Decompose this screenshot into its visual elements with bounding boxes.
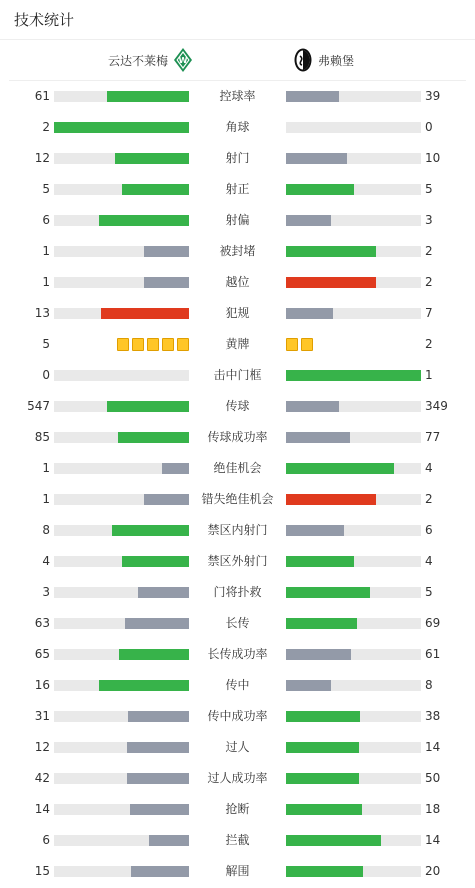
stat-row bbox=[0, 422, 475, 453]
home-bar bbox=[99, 215, 189, 226]
home-bar-track bbox=[54, 308, 189, 319]
away-bar bbox=[286, 649, 351, 660]
stat-row bbox=[0, 81, 475, 112]
stat-row bbox=[0, 639, 475, 670]
home-bar bbox=[125, 618, 189, 629]
away-bar bbox=[286, 463, 394, 474]
stat-row bbox=[0, 267, 475, 298]
home-yellow-cards bbox=[117, 338, 189, 351]
stat-row bbox=[0, 112, 475, 143]
away-bar bbox=[286, 308, 333, 319]
away-bar bbox=[286, 742, 359, 753]
stat-row bbox=[0, 236, 475, 267]
away-bar-track bbox=[286, 432, 421, 443]
home-value: 2 bbox=[42, 120, 50, 134]
away-bar bbox=[286, 680, 331, 691]
away-bar-track bbox=[286, 215, 421, 226]
away-bar-track bbox=[286, 525, 421, 536]
stat-row bbox=[0, 856, 475, 887]
stat-label: 犯规 bbox=[225, 306, 250, 320]
home-bar-track bbox=[54, 649, 189, 660]
home-bar-track bbox=[54, 277, 189, 288]
stat-label: 解围 bbox=[225, 864, 250, 878]
home-bar bbox=[118, 432, 189, 443]
away-bar-track bbox=[286, 773, 421, 784]
home-value: 42 bbox=[34, 771, 50, 785]
stat-row bbox=[0, 515, 475, 546]
away-bar bbox=[286, 556, 354, 567]
away-bar bbox=[286, 91, 339, 102]
away-bar-track bbox=[286, 587, 421, 598]
away-bar bbox=[286, 432, 350, 443]
away-value: 39 bbox=[425, 89, 441, 103]
home-bar-track bbox=[54, 153, 189, 164]
yellow-card-icon bbox=[162, 338, 174, 351]
werder-bremen-logo-icon bbox=[174, 48, 192, 72]
home-bar-track bbox=[54, 618, 189, 629]
home-bar-track bbox=[54, 246, 189, 257]
home-bar bbox=[115, 153, 189, 164]
stat-row bbox=[0, 825, 475, 856]
home-value: 1 bbox=[42, 461, 50, 475]
home-bar bbox=[101, 308, 189, 319]
away-bar-track bbox=[286, 649, 421, 660]
stat-row bbox=[0, 763, 475, 794]
away-bar-track bbox=[286, 711, 421, 722]
home-value: 4 bbox=[42, 554, 50, 568]
away-bar-track bbox=[286, 494, 421, 505]
stat-label: 绝佳机会 bbox=[213, 461, 262, 475]
away-bar-track bbox=[286, 122, 421, 133]
away-bar bbox=[286, 277, 376, 288]
home-value: 3 bbox=[42, 585, 50, 599]
yellow-card-icon bbox=[177, 338, 189, 351]
away-bar-track bbox=[286, 618, 421, 629]
away-bar-track bbox=[286, 277, 421, 288]
home-bar-track bbox=[54, 525, 189, 536]
home-value: 6 bbox=[42, 213, 50, 227]
yellow-card-icon bbox=[132, 338, 144, 351]
stat-row bbox=[0, 732, 475, 763]
away-bar bbox=[286, 153, 347, 164]
home-bar-track bbox=[54, 432, 189, 443]
home-bar bbox=[144, 246, 189, 257]
yellow-card-icon bbox=[117, 338, 129, 351]
home-bar-track bbox=[54, 215, 189, 226]
sc-freiburg-logo-icon bbox=[294, 48, 312, 72]
away-bar-track bbox=[286, 370, 421, 381]
away-bar-track bbox=[286, 804, 421, 815]
away-value: 77 bbox=[425, 430, 441, 444]
away-bar-track bbox=[286, 91, 421, 102]
away-bar-track bbox=[286, 463, 421, 474]
stat-label: 越位 bbox=[225, 275, 250, 289]
home-value: 5 bbox=[42, 182, 50, 196]
home-value: 61 bbox=[34, 89, 50, 103]
home-bar bbox=[112, 525, 189, 536]
away-value: 14 bbox=[425, 833, 441, 847]
away-value: 61 bbox=[425, 647, 441, 661]
away-value: 2 bbox=[425, 492, 433, 506]
away-value: 6 bbox=[425, 523, 433, 537]
away-value: 18 bbox=[425, 802, 441, 816]
home-value: 12 bbox=[34, 151, 50, 165]
away-value: 349 bbox=[425, 399, 448, 413]
away-bar bbox=[286, 711, 360, 722]
away-value: 50 bbox=[425, 771, 441, 785]
home-bar bbox=[131, 866, 189, 877]
home-value: 14 bbox=[34, 802, 50, 816]
away-value: 5 bbox=[425, 182, 433, 196]
stat-label: 射正 bbox=[225, 182, 250, 196]
away-value: 2 bbox=[425, 275, 433, 289]
away-value: 4 bbox=[425, 554, 433, 568]
stat-row bbox=[0, 391, 475, 422]
home-bar bbox=[162, 463, 189, 474]
home-value: 85 bbox=[34, 430, 50, 444]
away-value: 0 bbox=[425, 120, 433, 134]
stat-row bbox=[0, 794, 475, 825]
stat-row bbox=[0, 546, 475, 577]
stat-label: 过人 bbox=[225, 740, 250, 754]
stat-label: 拦截 bbox=[225, 833, 250, 847]
page-title: 技术统计 bbox=[14, 11, 75, 29]
away-bar bbox=[286, 401, 339, 412]
home-bar bbox=[127, 742, 189, 753]
home-value: 16 bbox=[34, 678, 50, 692]
stat-row bbox=[0, 484, 475, 515]
away-bar bbox=[286, 618, 357, 629]
stat-row bbox=[0, 701, 475, 732]
home-bar bbox=[144, 494, 189, 505]
yellow-card-icon bbox=[286, 338, 298, 351]
home-bar bbox=[54, 122, 189, 133]
away-value: 2 bbox=[425, 244, 433, 258]
home-bar-track bbox=[54, 866, 189, 877]
home-bar-track bbox=[54, 556, 189, 567]
home-value: 65 bbox=[34, 647, 50, 661]
away-bar bbox=[286, 804, 362, 815]
home-bar-track bbox=[54, 494, 189, 505]
home-bar-track bbox=[54, 370, 189, 381]
home-value: 547 bbox=[27, 399, 50, 413]
home-bar bbox=[122, 184, 190, 195]
home-bar bbox=[130, 804, 189, 815]
home-value: 5 bbox=[42, 337, 50, 351]
away-bar bbox=[286, 215, 331, 226]
stat-label: 长传成功率 bbox=[207, 647, 268, 661]
stat-row bbox=[0, 608, 475, 639]
home-bar bbox=[149, 835, 190, 846]
yellow-card-icon bbox=[147, 338, 159, 351]
stat-label: 过人成功率 bbox=[207, 771, 268, 785]
away-bar-track bbox=[286, 556, 421, 567]
home-team-name: 云达不莱梅 bbox=[108, 53, 169, 68]
stat-label: 传中 bbox=[225, 678, 250, 692]
home-bar bbox=[107, 401, 189, 412]
away-value: 3 bbox=[425, 213, 433, 227]
home-bar-track bbox=[54, 184, 189, 195]
stat-label: 击中门框 bbox=[213, 368, 262, 382]
away-bar-track bbox=[286, 246, 421, 257]
away-bar-track bbox=[286, 308, 421, 319]
away-bar-track bbox=[286, 401, 421, 412]
teams-header bbox=[9, 40, 466, 81]
home-bar bbox=[144, 277, 189, 288]
home-bar-track bbox=[54, 463, 189, 474]
away-bar-track bbox=[286, 742, 421, 753]
home-value: 6 bbox=[42, 833, 50, 847]
away-value: 69 bbox=[425, 616, 441, 630]
stat-row bbox=[0, 670, 475, 701]
home-bar-track bbox=[54, 835, 189, 846]
away-yellow-cards bbox=[286, 338, 313, 351]
home-bar bbox=[99, 680, 189, 691]
stat-row bbox=[0, 298, 475, 329]
away-value: 14 bbox=[425, 740, 441, 754]
home-value: 1 bbox=[42, 244, 50, 258]
home-bar bbox=[138, 587, 189, 598]
away-bar bbox=[286, 835, 381, 846]
home-bar bbox=[119, 649, 189, 660]
stat-label: 传球成功率 bbox=[207, 430, 268, 444]
page-header bbox=[0, 0, 475, 40]
stat-row bbox=[0, 453, 475, 484]
stat-row bbox=[0, 174, 475, 205]
home-bar-track bbox=[54, 742, 189, 753]
home-value: 0 bbox=[42, 368, 50, 382]
home-bar bbox=[107, 91, 189, 102]
away-bar-track bbox=[286, 835, 421, 846]
stat-label: 射门 bbox=[225, 151, 250, 165]
away-bar bbox=[286, 370, 421, 381]
away-bar-track bbox=[286, 680, 421, 691]
stat-label: 禁区内射门 bbox=[207, 523, 268, 537]
stat-label: 禁区外射门 bbox=[207, 554, 268, 568]
home-bar-track bbox=[54, 773, 189, 784]
svg-text:W: W bbox=[178, 56, 188, 65]
home-bar bbox=[122, 556, 190, 567]
away-bar bbox=[286, 184, 354, 195]
home-bar-track bbox=[54, 122, 189, 133]
stat-label: 传中成功率 bbox=[207, 709, 268, 723]
stat-label: 控球率 bbox=[219, 89, 256, 103]
home-value: 15 bbox=[34, 864, 50, 878]
away-bar-track bbox=[286, 153, 421, 164]
stat-row bbox=[0, 329, 475, 360]
stat-label: 长传 bbox=[225, 616, 250, 630]
stat-label: 传球 bbox=[225, 399, 250, 413]
away-bar-track bbox=[286, 866, 421, 877]
stat-label: 射偏 bbox=[225, 213, 250, 227]
home-value: 1 bbox=[42, 275, 50, 289]
stat-label: 抢断 bbox=[225, 802, 250, 816]
stat-label: 门将扑救 bbox=[213, 585, 262, 599]
yellow-card-icon bbox=[301, 338, 313, 351]
away-bar bbox=[286, 494, 376, 505]
away-value: 1 bbox=[425, 368, 433, 382]
home-bar bbox=[128, 711, 189, 722]
home-value: 1 bbox=[42, 492, 50, 506]
stat-label: 错失绝佳机会 bbox=[201, 492, 274, 506]
away-bar bbox=[286, 866, 363, 877]
away-bar bbox=[286, 773, 359, 784]
home-bar-track bbox=[54, 804, 189, 815]
home-bar-track bbox=[54, 587, 189, 598]
home-bar-track bbox=[54, 680, 189, 691]
home-value: 63 bbox=[34, 616, 50, 630]
home-bar-track bbox=[54, 711, 189, 722]
away-value: 38 bbox=[425, 709, 441, 723]
away-bar bbox=[286, 525, 344, 536]
stat-label: 被封堵 bbox=[219, 244, 256, 258]
away-bar bbox=[286, 246, 376, 257]
home-value: 13 bbox=[34, 306, 50, 320]
stat-row bbox=[0, 143, 475, 174]
stat-row bbox=[0, 360, 475, 391]
home-bar-track bbox=[54, 401, 189, 412]
away-value: 8 bbox=[425, 678, 433, 692]
home-team[interactable] bbox=[102, 40, 192, 80]
away-value: 7 bbox=[425, 306, 433, 320]
stat-label: 黄牌 bbox=[225, 337, 250, 351]
away-bar-track bbox=[286, 184, 421, 195]
away-value: 5 bbox=[425, 585, 433, 599]
away-team-name: 弗赖堡 bbox=[318, 53, 355, 68]
home-value: 12 bbox=[34, 740, 50, 754]
away-value: 20 bbox=[425, 864, 441, 878]
home-bar bbox=[127, 773, 189, 784]
home-bar-track bbox=[54, 91, 189, 102]
away-bar bbox=[286, 587, 370, 598]
stat-label: 角球 bbox=[225, 120, 250, 134]
away-value: 2 bbox=[425, 337, 433, 351]
home-value: 8 bbox=[42, 523, 50, 537]
away-team[interactable] bbox=[294, 40, 360, 80]
away-value: 10 bbox=[425, 151, 441, 165]
stat-row bbox=[0, 577, 475, 608]
stat-row bbox=[0, 205, 475, 236]
home-value: 31 bbox=[34, 709, 50, 723]
away-value: 4 bbox=[425, 461, 433, 475]
